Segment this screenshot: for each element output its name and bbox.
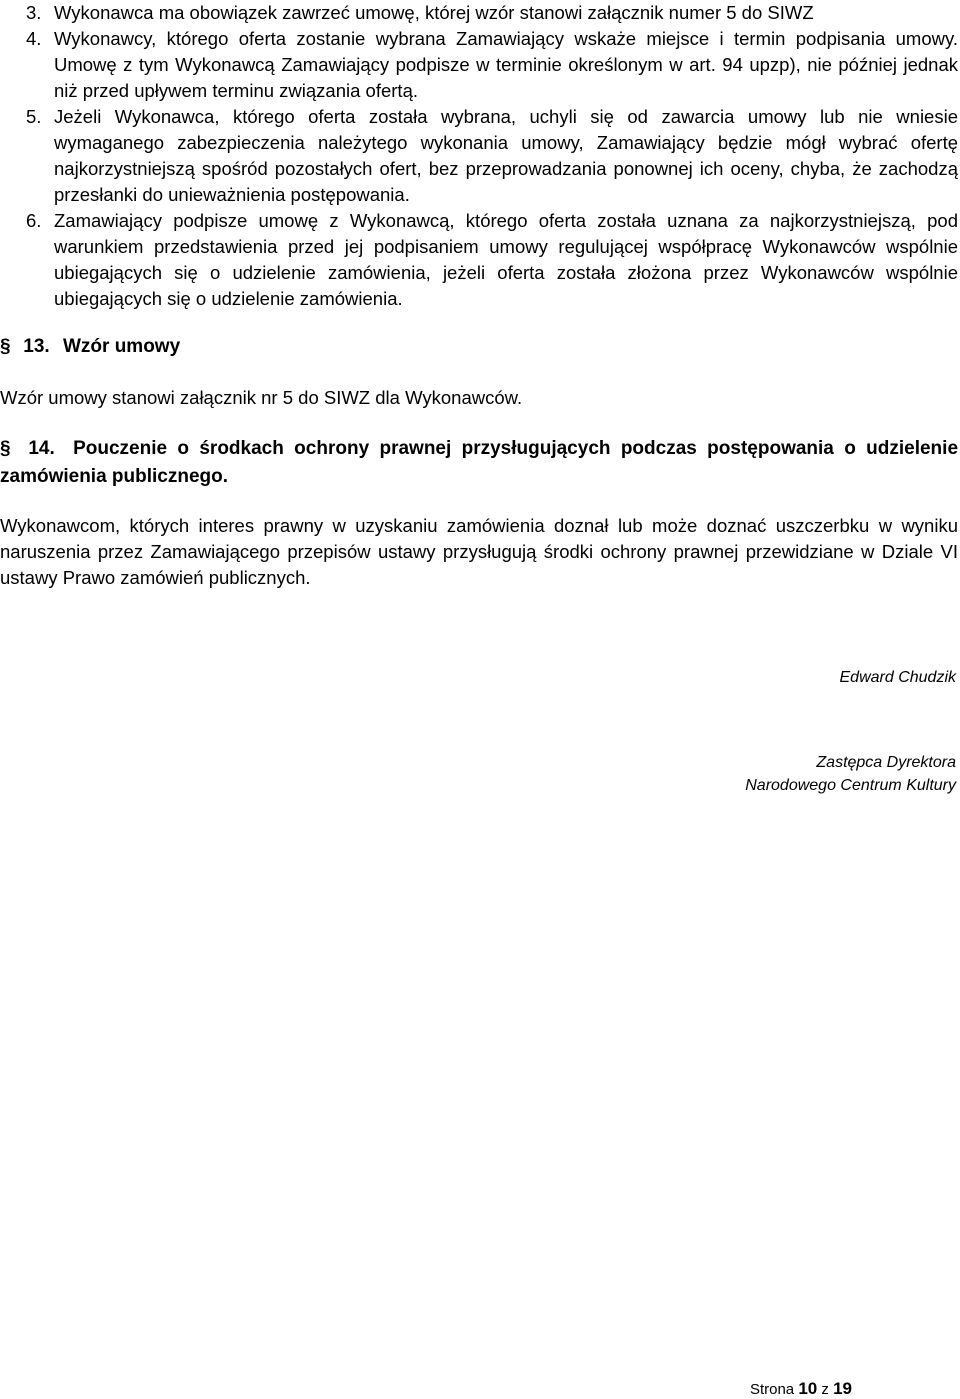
list-item-text: Wykonawca ma obowiązek zawrzeć umowę, której wzór stanowi załącznik numer 5 do SIWZ <box>54 2 814 23</box>
section-14-body: Wykonawcom, których interes prawny w uzyskaniu zamówienia doznał lub może doznać uszczerbku w wyniku naruszenia przez Zamawiającego przepisów ustawy przysługują środki ochrony prawnej przewidziane w Dziale VI ustawy Prawo zamówień publicznych. <box>0 515 958 588</box>
signature-title-line: Narodowego Centrum Kultury <box>745 777 956 794</box>
section-symbol: § <box>0 438 11 459</box>
list-item-number: 3. <box>26 2 42 23</box>
list-item-text: Wykonawcy, którego oferta zostanie wybrana Zamawiający wskaże miejsce i termin podpisania umowy. Umowę z tym Wykonawcą Zamawiający podpisze w terminie określonym w art. 94 upzp), nie później jednak niż przed upływem terminu związania ofertą. <box>54 28 958 101</box>
list-item <box>0 104 958 208</box>
section-title: Wzór umowy <box>62 336 181 357</box>
page-label: Strona <box>749 1381 795 1398</box>
section-title: Pouczenie o środkach ochrony prawnej przysługujących podczas postępowania o udzielenie zamówienia publicznego. <box>0 438 959 487</box>
section-symbol: § <box>0 336 11 357</box>
page-footer <box>0 1380 852 1399</box>
signature-name: Edward Chudzik <box>839 669 956 686</box>
section-number: 13. <box>23 336 50 357</box>
section-heading-13 <box>0 333 958 361</box>
list-item <box>0 0 958 26</box>
current-page-number: 10 <box>798 1379 818 1398</box>
signature-title <box>745 751 956 797</box>
list-item-text: Jeżeli Wykonawca, którego oferta została wybrana, uchyli się od zawarcia umowy lub nie wniesie wymaganego zabezpieczenia należytego wykonania umowy, Zamawiający będzie mógł wybrać ofertę najkorzystniejszą spośród pozostałych ofert, bez przeprowadzania ponownej ich oceny, chyba, że zachodzą przesłanki do unieważnienia postępowania. <box>54 106 958 205</box>
list-item-number: 5. <box>26 106 42 127</box>
signature-title-line: Zastępca Dyrektora <box>816 754 956 771</box>
list-item-number: 4. <box>26 28 42 49</box>
list-item <box>0 208 958 312</box>
total-page-number: 19 <box>833 1379 852 1398</box>
list-item-number: 6. <box>26 210 42 231</box>
numbered-list <box>0 0 958 312</box>
section-13-body: Wzór umowy stanowi załącznik nr 5 do SIWZ dla Wykonawców. <box>0 387 523 408</box>
section-number: 14. <box>28 438 55 459</box>
section-heading-14 <box>0 435 958 491</box>
list-item <box>0 26 958 104</box>
page-separator: z <box>821 1381 829 1398</box>
list-item-text: Zamawiający podpisze umowę z Wykonawcą, którego oferta została uznana za najkorzystniejszą, pod warunkiem przedstawienia przed jej podpisaniem umowy regulującej współpracę Wykonawców wspólnie ubiegających się o udzielenie zamówienia, jeżeli oferta została złożona przez Wykonawców wspólnie ubiegających się o udzielenie zamówienia. <box>54 210 958 309</box>
